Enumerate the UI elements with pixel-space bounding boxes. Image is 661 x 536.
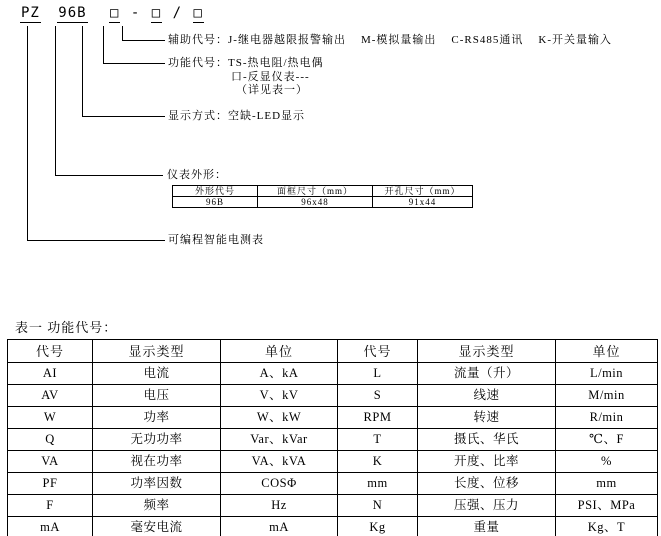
shape-table-cell: 96B [173,197,258,208]
function-table-cell: VA [8,451,93,473]
function-table-cell: AV [8,385,93,407]
programmable-label: 可编程智能电测表 [168,234,264,246]
leader-line-vertical-box2 [103,26,104,63]
function-table-cell: 线速 [418,385,556,407]
model-part-pz: PZ [21,5,40,21]
function-table-header: 代号 [8,340,93,363]
shape-table-cell: 96x48 [258,197,373,208]
function-table-header: 代号 [338,340,418,363]
function-table-cell: PSI、MPa [556,495,658,517]
function-table-header: 单位 [556,340,658,363]
auxiliary-item: K-开关量输入 [538,34,612,46]
shape-table-data-row [173,197,473,208]
shape-table-cell: 91x44 [373,197,473,208]
function-table-cell: mA [8,517,93,536]
function-table-cell: RPM [338,407,418,429]
function-table-cell: mm [338,473,418,495]
leader-line-vertical-96b [55,26,56,175]
function-value-line3: （详见表一） [236,84,308,96]
function-value-line1: TS-热电阻/热电偶 [228,57,324,69]
function-table [7,339,658,536]
function-table-cell: L [338,363,418,385]
function-table-cell: 电压 [93,385,221,407]
function-table-cell: AI [8,363,93,385]
function-table-row [8,495,658,517]
auxiliary-label: 辅助代号： [168,34,228,46]
leader-line-horizontal-shape [55,175,163,176]
function-table-row [8,429,658,451]
shape-table-header: 开孔尺寸（mm） [373,186,473,197]
function-table-cell: Kg [338,517,418,536]
function-table-cell: 电流 [93,363,221,385]
leader-line-horizontal-programmable [27,240,165,241]
leader-line-horizontal-display [82,116,165,117]
leader-line-horizontal-auxiliary [122,40,165,41]
function-table-cell: N [338,495,418,517]
annotation-meter-shape [167,168,227,182]
function-label: 功能代号： [168,57,228,69]
function-table-cell: W [8,407,93,429]
function-table-cell: 开度、比率 [418,451,556,473]
model-part-box3: □ [193,5,203,21]
function-table-cell: 转速 [418,407,556,429]
function-table-cell: R/min [556,407,658,429]
shape-table-header: 外形代号 [173,186,258,197]
function-table-cell: 功率因数 [93,473,221,495]
function-table-row [8,385,658,407]
shape-table-header-row [173,186,473,197]
model-part-slash: / [172,5,183,21]
leader-line-vertical-pz [27,26,28,240]
function-table-row [8,451,658,473]
function-table-cell: Q [8,429,93,451]
function-table-cell: 摄氏、华氏 [418,429,556,451]
model-part-box2: □ [151,5,162,21]
model-part-96b: 96B [58,5,87,21]
function-table-cell: T [338,429,418,451]
function-table-cell: F [8,495,93,517]
function-table-cell: A、kA [221,363,338,385]
function-table-cell: mA [221,517,338,536]
function-table-cell: Var、kVar [221,429,338,451]
shape-table [172,185,473,208]
model-part-box1: □ [110,5,120,21]
function-table-row [8,407,658,429]
model-part-dash: - [130,5,141,21]
function-table-cell: 无功功率 [93,429,221,451]
function-table-cell: 频率 [93,495,221,517]
function-table-cell: VA、kVA [221,451,338,473]
annotation-function-code [168,56,324,70]
function-table-header: 显示类型 [418,340,556,363]
function-table-header: 单位 [221,340,338,363]
function-table-row [8,517,658,536]
auxiliary-item: J-继电器越限报警输出 [228,34,346,46]
function-table-cell: 毫安电流 [93,517,221,536]
shape-table-header: 面框尺寸（mm） [258,186,373,197]
leader-line-horizontal-function [103,63,165,64]
function-table-cell: W、kW [221,407,338,429]
function-value-line2: 口-反显仪表--- [231,71,310,83]
function-table-cell: mm [556,473,658,495]
function-table-cell: 长度、位移 [418,473,556,495]
function-table-cell: 视在功率 [93,451,221,473]
model-code-line [20,5,204,23]
shape-label: 仪表外形： [167,169,227,181]
function-table-cell: PF [8,473,93,495]
leader-line-vertical-box3 [122,26,123,40]
auxiliary-item: M-模拟量输出 [360,34,437,46]
display-value: 空缺-LED显示 [228,110,306,122]
annotation-function-code-line3 [236,83,308,97]
function-table-cell: % [556,451,658,473]
function-table-cell: Hz [221,495,338,517]
function-table-cell: 压强、压力 [418,495,556,517]
annotation-display-mode [168,109,305,123]
function-table-cell: L/min [556,363,658,385]
function-table-cell: K [338,451,418,473]
annotation-programmable-meter [168,233,264,247]
function-table-cell: 重量 [418,517,556,536]
annotation-auxiliary-code [168,33,612,47]
function-table-row [8,363,658,385]
display-label: 显示方式： [168,110,228,122]
function-table-cell: V、kV [221,385,338,407]
function-table-row [8,473,658,495]
function-table-header-row [8,340,658,363]
function-table-cell: Kg、T [556,517,658,536]
function-table-cell: 流量（升） [418,363,556,385]
annotation-function-code-line2 [231,70,310,84]
function-table-cell: S [338,385,418,407]
leader-line-vertical-box1 [82,26,83,116]
function-table-cell: 功率 [93,407,221,429]
function-table-header: 显示类型 [93,340,221,363]
auxiliary-item: C-RS485通讯 [451,34,524,46]
function-table-cell: M/min [556,385,658,407]
function-table-cell: ℃、F [556,429,658,451]
function-table-cell: COSΦ [221,473,338,495]
function-table-title: 表一 功能代号： [15,320,118,335]
